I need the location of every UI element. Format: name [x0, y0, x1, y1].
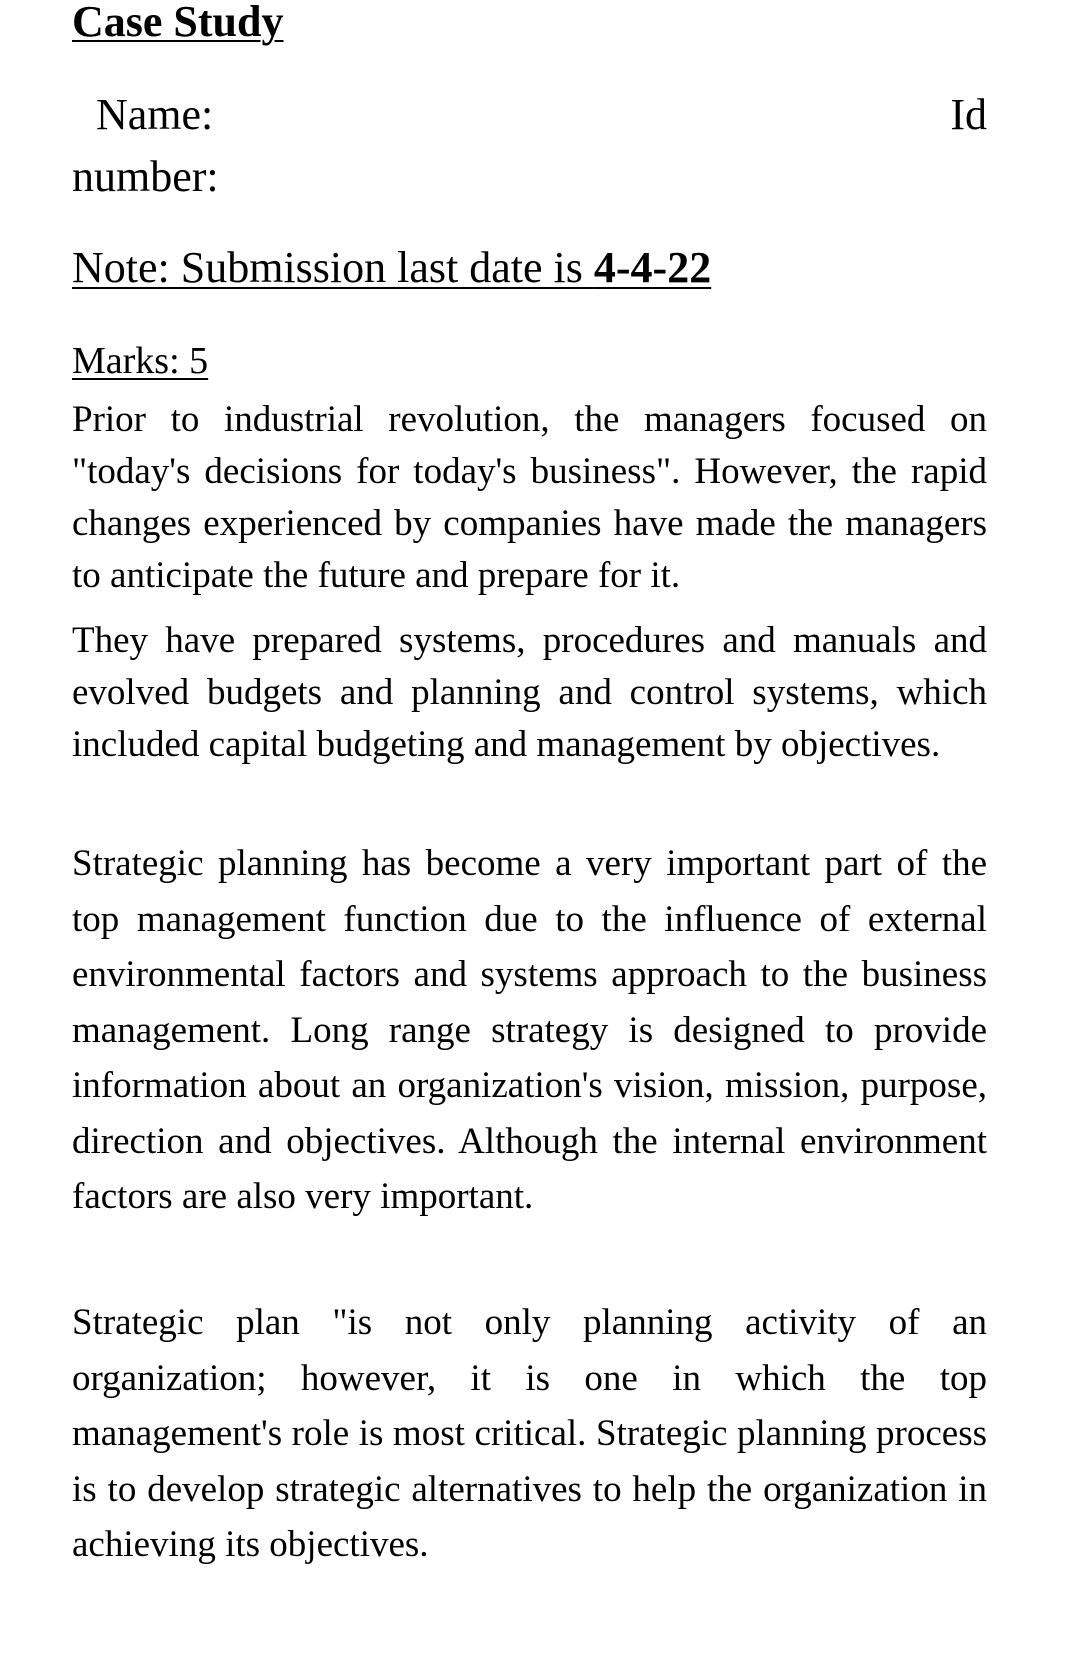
page-title: Case Study: [72, 0, 284, 46]
paragraph: Strategic planning has become a very important part of the top management function due to the influence of external environmental factors and systems approach to the business management. Long range strategy is designed to provide information about an organization's vision, mission, purpose, direction and objectives. Although the internal environment factors are also very important.: [72, 843, 987, 1217]
submission-note: [72, 242, 711, 294]
marks-label: Marks: 5: [72, 340, 209, 382]
id-label: Id: [950, 90, 987, 139]
paragraph: Strategic plan "is not only planning activity of an organization; however, it is one in which the top management's role is most critical. Strategic planning process is to develop strategic alternatives to help the organization in achieving its objectives.: [72, 1302, 987, 1565]
submission-date: 4-4-22: [593, 243, 712, 292]
number-label: number:: [72, 152, 219, 201]
name-label: Name:: [96, 90, 214, 139]
paragraph: Prior to industrial revolution, the managers focused on "today's decisions for today's business". However, the rapid changes experienced by companies have made the managers to anticipate the future and prepare for it.: [72, 399, 987, 596]
paragraph: They have prepared systems, procedures and manuals and evolved budgets and planning and control systems, which included capital budgeting and management by objectives.: [72, 620, 987, 765]
note-text: Note: Submission last date is: [72, 243, 594, 292]
